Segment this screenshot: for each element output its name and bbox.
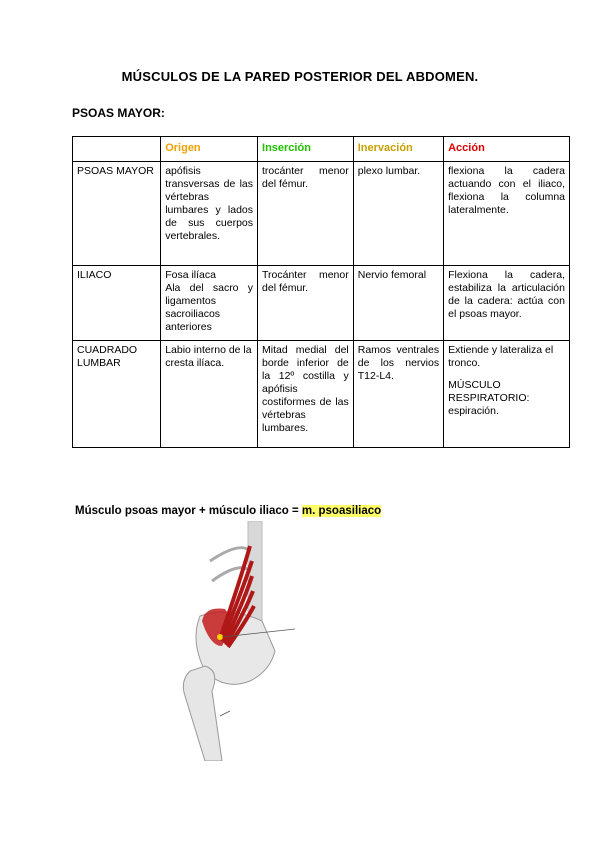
table-header-row (73, 137, 570, 162)
femur (183, 666, 222, 761)
cell-inervacion: Ramos ventrales de los nervios T12-L4. (353, 341, 443, 448)
origen-line: Fosa ilíaca (165, 269, 216, 281)
psoas-iliac-drawing (150, 521, 370, 761)
table-row (73, 162, 570, 266)
row-name-iliaco: ILIACO (73, 266, 161, 341)
cell-origen: Labio interno de la cresta ilíaca. (161, 341, 258, 448)
cell-origen: apófisis transversas de las vértebras lumbares y lados de sus cuerpos vertebrales. (161, 162, 258, 266)
caption-text: Músculo psoas mayor + músculo iliaco = (75, 505, 302, 517)
table-row (73, 341, 570, 448)
header-inervacion: Inervación (353, 137, 443, 162)
accion-line: Extiende y lateraliza el tronco. (448, 344, 554, 369)
row-name-cuadrado: CUADRADO LUMBAR (73, 341, 161, 448)
header-accion: Acción (444, 137, 570, 162)
page-title: MÚSCULOS DE LA PARED POSTERIOR DEL ABDOMEN. (121, 69, 479, 84)
caption-highlight: m. psoasiliaco (301, 505, 382, 517)
cell-accion: Flexiona la cadera, estabiliza la articulación de la cadera: actúa con el psoas mayor. (444, 266, 570, 341)
cell-origen (161, 266, 258, 341)
cell-inervacion: Nervio femoral (353, 266, 443, 341)
muscles-table (72, 136, 570, 448)
row-name-psoas: PSOAS MAYOR (73, 162, 161, 266)
section-title: PSOAS MAYOR: (72, 106, 165, 120)
header-empty (73, 137, 161, 162)
origen-line: Ala del sacro y ligamentos sacroiliacos anteriores (165, 282, 254, 333)
cell-insercion: Mitad medial del borde inferior de la 12º costilla y apófisis costiformes de las vértebras lumbares. (258, 341, 354, 448)
cell-inervacion: plexo lumbar. (353, 162, 443, 266)
cell-accion (444, 341, 570, 448)
figure-caption (75, 505, 381, 517)
accion-line: MÚSCULO RESPIRATORIO: espiración. (448, 379, 530, 417)
cell-insercion: trocánter menor del fémur. (258, 162, 354, 266)
table-row (73, 266, 570, 341)
cell-accion: flexiona la cadera actuando con el iliaco, flexiona la columna lateralmente. (444, 162, 570, 266)
cell-insercion: Trocánter menor del fémur. (258, 266, 354, 341)
header-origen: Origen (161, 137, 258, 162)
anatomy-illustration (150, 521, 370, 761)
header-insercion: Inserción (258, 137, 354, 162)
